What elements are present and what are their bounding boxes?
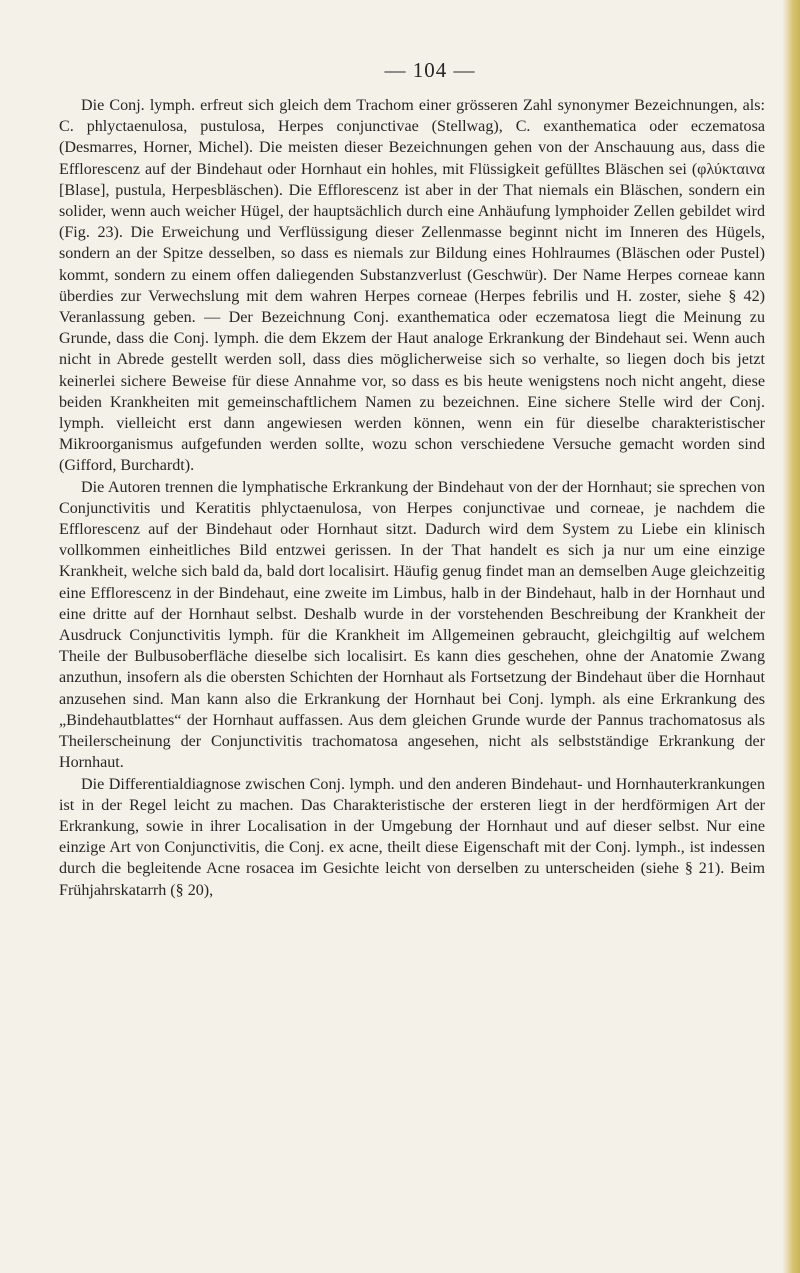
- body-text: [59, 95, 765, 901]
- page-number: — 104 —: [384, 58, 476, 82]
- paragraph-3: Die Differentialdiagnose zwischen Conj. lymph. und den anderen Bindehaut- und Hornhauterkrankungen ist in der Regel leicht zu machen. Das Charakteristische der ersteren liegt in der herdförmigen Art der Erkrankung, sowie in ihrer Localisation in der Umgebung der Hornhaut und auf dieser selbst. Nur eine einzige Art von Conjunctivitis, die Conj. ex acne, theilt diese Eigenschaft mit der Conj. lymph., ist indessen durch die begleitende Acne rosacea im Gesichte leicht von derselben zu unterscheiden (siehe § 21). Beim Frühjahrskatarrh (§ 20),: [59, 775, 765, 899]
- paragraph-2: Die Autoren trennen die lymphatische Erkrankung der Bindehaut von der der Hornhaut; sie sprechen von Conjunctivitis und Keratitis phlyctaenulosa, von Herpes conjunctivae und corneae, je nachdem die Efflorescenz auf der Bindehaut oder Hornhaut sitzt. Dadurch wird dem System zu Liebe ein klinisch vollkommen einheitliches Bild entzwei gerissen. In der That handelt es sich ja nur um eine einzige Krankheit, welche sich bald da, bald dort localisirt. Häufig genug findet man an demselben Auge gleichzeitig eine Efflorescenz in der Bindehaut, eine zweite im Limbus, halb in der Bindehaut, halb in der Hornhaut und eine dritte auf der Hornhaut selbst. Deshalb wurde in der vorstehenden Beschreibung der Krankheit der Ausdruck Conjunctivitis lymph. für die Krankheit im Allgemeinen gebraucht, gleichgiltig auf welchem Theile der Bulbusoberfläche dieselbe sich localisirt. Es kann dies geschehen, ohne der Anatomie Zwang anzuthun, insofern als die obersten Schichten der Hornhaut als Fortsetzung der Bindehaut über die Hornhaut anzusehen sind. Man kann also die Erkrankung der Hornhaut bei Conj. lymph. als eine Erkrankung des „Bindehautblattes“ der Hornhaut auffassen. Aus dem gleichen Grunde wurde der Pannus trachomatosus als Theilerscheinung der Conjunctivitis trachomatosa angesehen, nicht als selbstständige Erkrankung der Hornhaut.: [59, 478, 765, 772]
- paragraph-1: Die Conj. lymph. erfreut sich gleich dem Trachom einer grösseren Zahl synonymer Bezeichnungen, als: C. phlyctaenulosa, pustulosa, Herpes conjunctivae (Stellwag), C. exanthematica oder eczematosa (Desmarres, Horner, Michel). Die meisten dieser Bezeichnungen gehen von der Anschauung aus, dass die Efflorescenz auf der Bindehaut oder Hornhaut ein hohles, mit Flüssigkeit gefülltes Bläschen sei (φλύκταινα [Blase], pustula, Herpesbläschen). Die Efflorescenz ist aber in der That niemals ein Bläschen, sondern ein solider, wenn auch weicher Hügel, der hauptsächlich durch eine Anhäufung lymphoider Zellen gebildet wird (Fig. 23). Die Erweichung und Verflüssigung dieser Zellenmasse beginnt nicht im Inneren des Hügels, sondern an der Spitze desselben, so dass es niemals zur Bildung eines Hohlraumes (Bläschen oder Pustel) kommt, sondern zu einem offen daliegenden Substanzverlust (Geschwür). Der Name Herpes corneae kann überdies zur Verwechslung mit dem wahren Herpes corneae (Herpes febrilis und H. zoster, siehe § 42) Veranlassung geben. — Der Bezeichnung Conj. exanthematica oder eczematosa liegt die Meinung zu Grunde, dass die Conj. lymph. die dem Ekzem der Haut analoge Erkrankung der Bindehaut sei. Wenn auch nicht in Abrede gestellt werden soll, dass dies möglicherweise sich so verhalte, so liegen doch bis jetzt keinerlei sichere Beweise für diese Annahme vor, so dass es bis heute wenigstens noch nicht angeht, diese beiden Krankheiten mit gemeinschaftlichem Namen zu bezeichnen. Eine sichere Stelle wird der Conj. lymph. vielleicht erst dann angewiesen werden können, wenn ein für dieselbe charakteristischer Mikroorganismus aufgefunden werden sollte, wozu schon verschiedene Versuche gemacht worden sind (Gifford, Burchardt).: [59, 97, 765, 475]
- page-edge: [782, 0, 800, 1273]
